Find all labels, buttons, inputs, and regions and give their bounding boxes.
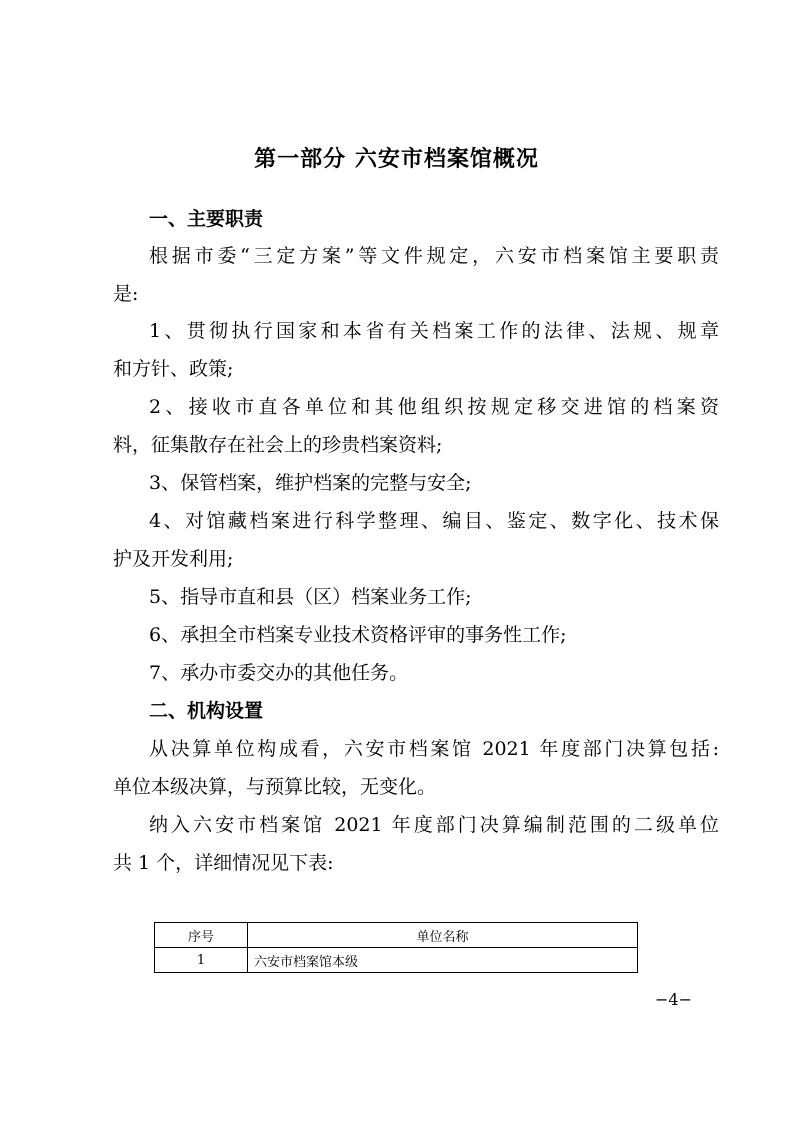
- duties-intro-line-1: 根据市委“三定方案”等文件规定，六安市档案馆主要职责: [149, 245, 719, 267]
- duties-intro-line-2: 是:: [113, 283, 139, 305]
- duty-item-2-line-2: 料，征集散存在社会上的珍贵档案资料;: [113, 434, 443, 456]
- column-header-seq: 序号: [155, 923, 248, 948]
- duty-item-4-line-2: 护及开发利用;: [113, 548, 234, 570]
- table-header-row: [155, 923, 638, 948]
- duty-item-1-line-2: 和方针、政策;: [113, 358, 234, 380]
- duty-item-2-line-1: 2、接收市直各单位和其他组织按规定移交进馆的档案资: [149, 396, 719, 418]
- cell-unit-name: 六安市档案馆本级: [248, 948, 638, 973]
- structure-para-1-line-2: 单位本级决算，与预算比较，无变化。: [113, 776, 437, 798]
- structure-para-2-line-1: 纳入六安市档案馆 2021 年度部门决算编制范围的二级单位: [149, 814, 719, 836]
- cell-seq: 1: [155, 948, 248, 973]
- section-heading-duties: 一、主要职责: [149, 208, 264, 230]
- duty-item-6: 6、承担全市档案专业技术资格评审的事务性工作;: [149, 624, 567, 646]
- units-table: [154, 922, 638, 973]
- duty-item-4-line-1: 4、对馆藏档案进行科学整理、编目、鉴定、数字化、技术保: [149, 510, 719, 532]
- duty-item-7: 7、承办市委交办的其他任务。: [149, 662, 409, 684]
- table-row: [155, 948, 638, 973]
- column-header-unit-name: 单位名称: [248, 923, 638, 948]
- duty-item-5: 5、指导市直和县（区）档案业务工作;: [149, 586, 472, 608]
- duty-item-1-line-1: 1、贯彻执行国家和本省有关档案工作的法律、法规、规章: [149, 320, 719, 342]
- structure-para-1-line-1: 从决算单位构成看，六安市档案馆 2021 年度部门决算包括:: [149, 738, 719, 760]
- section-heading-structure: 二、机构设置: [149, 700, 264, 722]
- page-number: −4−: [655, 990, 692, 1009]
- duty-item-3: 3、保管档案，维护档案的完整与安全;: [149, 472, 472, 494]
- page-title: 第一部分 六安市档案馆概况: [254, 147, 539, 172]
- structure-para-2-line-2: 共 1 个，详细情况见下表:: [113, 852, 334, 874]
